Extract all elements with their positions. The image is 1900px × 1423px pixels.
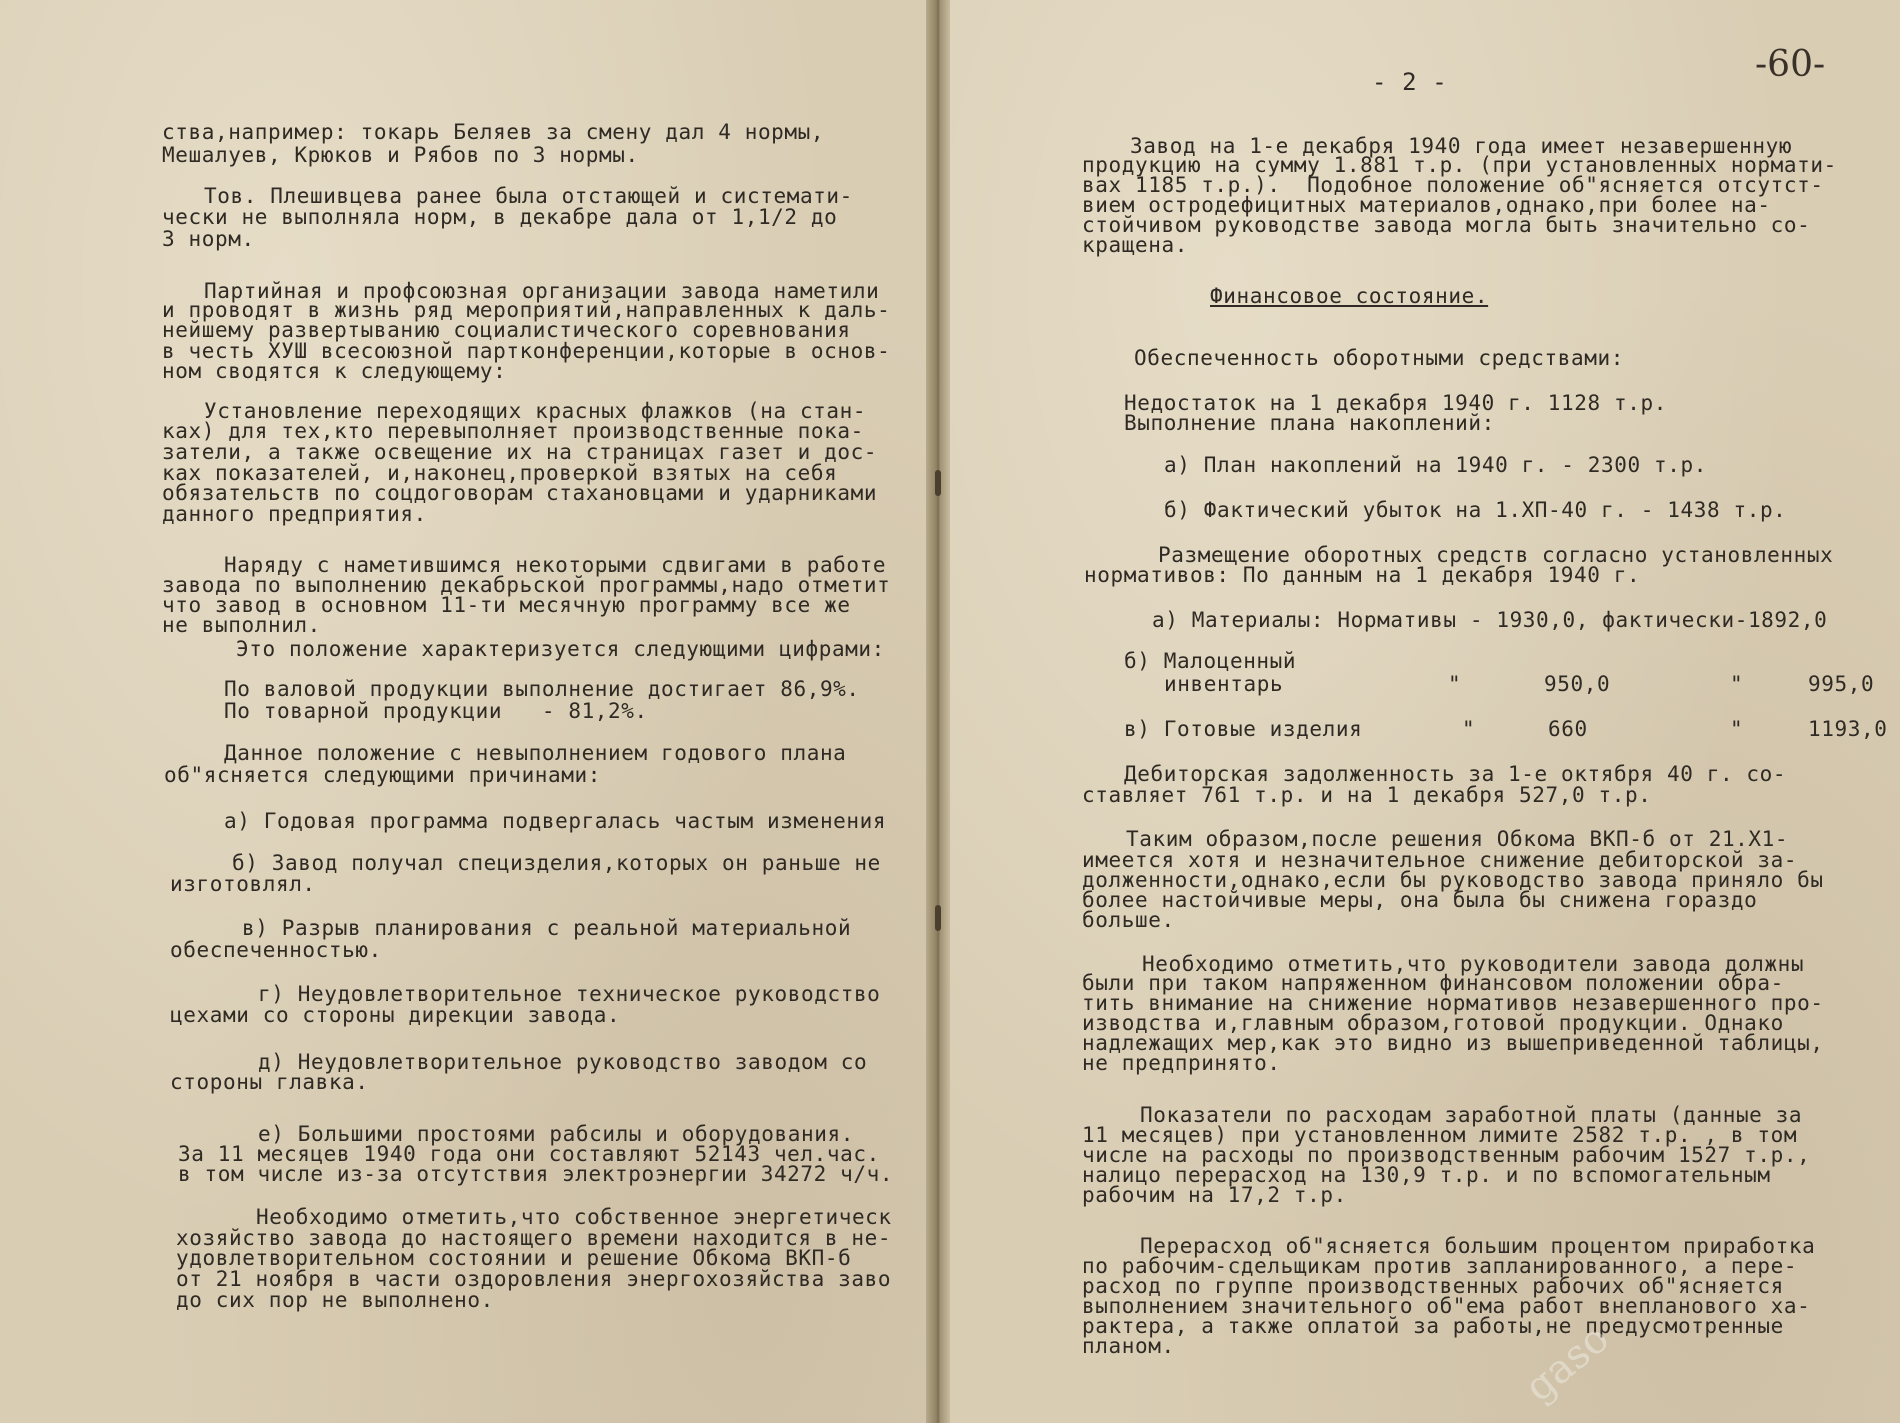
right-text-line: продукцию на сумму 1.881 т.р. (при установленных нормати- — [1082, 153, 1837, 177]
left-text-line: Партийная и профсоюзная организации завода наметили — [204, 279, 880, 303]
left-text-line: б) Завод получал специзделия,которых он раньше не — [232, 851, 881, 875]
left-text-line: е) Большими простоями рабсилы и оборудования. — [258, 1122, 854, 1146]
left-text-line: Мешалуев, Крюков и Рябов по 3 нормы. — [162, 143, 639, 167]
right-text-line: вием остродефицитных материалов,однако,при более на- — [1082, 193, 1771, 217]
left-text-line: Необходимо отметить,что собственное энергетическ — [256, 1205, 892, 1229]
right-text-line: ставляет 761 т.р. и на 1 декабря 527,0 т.р. — [1082, 783, 1652, 807]
right-text-line: налицо перерасход на 130,9 т.р. и по вспомогательным — [1082, 1163, 1771, 1187]
right-text-line: Показатели по расходам заработной платы (данные за — [1140, 1103, 1803, 1127]
left-text-line: до сих пор не выполнено. — [176, 1288, 494, 1312]
right-text-line: " — [1462, 717, 1476, 741]
book-gutter — [926, 0, 950, 1423]
right-text-line: были при таком напряженном финансовом положении обра- — [1082, 971, 1784, 995]
right-text-line: в) Готовые изделия — [1124, 717, 1363, 741]
left-text-line: обязательств по соцдоговорам стахановцами и ударниками — [162, 481, 878, 505]
right-text-line: рабочим на 17,2 т.р. — [1082, 1183, 1347, 1207]
left-text-line: Установление переходящих красных флажков (на стан- — [204, 399, 867, 423]
right-text-line: расход по группе производственных рабочих об"ясняется — [1082, 1274, 1784, 1298]
right-text-line: " — [1730, 672, 1744, 696]
right-text-line: не предпринято. — [1082, 1051, 1281, 1075]
right-text-line: рактера, а также оплатой за работы,не предусмотренные — [1082, 1314, 1784, 1338]
right-text-line: а) План накоплений на 1940 г. - 2300 т.р. — [1164, 453, 1707, 477]
left-text-line: хозяйство завода до настоящего времени находится в не- — [176, 1226, 892, 1250]
right-text-line: имеется хотя и незначительное снижение дебиторской за- — [1082, 848, 1798, 872]
right-text-line: планом. — [1082, 1334, 1175, 1358]
left-text-line: стороны главка. — [170, 1070, 369, 1094]
left-text-line: об"ясняется следующими причинами: — [164, 763, 602, 787]
left-text-line: и проводят в жизнь ряд мероприятий,направленных к даль- — [162, 298, 891, 322]
binding-stitch — [935, 905, 941, 931]
left-text-line: цехами со стороны дирекции завода. — [170, 1003, 621, 1027]
left-text-line: Данное положение с невыполнением годового плана — [224, 741, 847, 765]
right-text-line: числе на расходы по производственным рабочим 1527 т.р., — [1082, 1143, 1811, 1167]
right-text-line: Завод на 1-е декабря 1940 года имеет незавершенную — [1130, 134, 1793, 158]
left-text-line: завода по выполнению декабрьской программы,надо отметит — [162, 573, 891, 597]
left-text-line: в) Разрыв планирования с реальной материальной — [242, 916, 852, 940]
right-text-line: Таким образом,после решения Обкома ВКП-б от 21.Х1- — [1126, 827, 1789, 851]
right-text-line: изводства и,главным образом,готовой продукции. Однако — [1082, 1011, 1784, 1035]
section-heading: Финансовое состояние. — [1210, 284, 1489, 308]
page-number: - 2 - — [1372, 68, 1448, 96]
left-text-line: чески не выполняла норм, в декабре дала от 1,1/2 до — [162, 205, 838, 229]
left-text-line: ства,например: токарь Беляев за смену дал 4 нормы, — [162, 120, 825, 144]
right-text-line: 995,0 — [1808, 672, 1875, 696]
right-text-line: инвентарь — [1164, 672, 1284, 696]
right-text-line: нормативов: По данным на 1 декабря 1940 г. — [1084, 563, 1641, 587]
right-text-line: Недостаток на 1 декабря 1940 г. 1128 т.р. — [1124, 391, 1667, 415]
right-text-line: Выполнение плана накоплений: — [1124, 411, 1495, 435]
left-text-line: нейшему развертыванию социалистического соревнования — [162, 318, 851, 342]
left-text-line: затели, а также освещение их на страницах газет и дос- — [162, 440, 878, 464]
left-text-line: Тов. Плешивцева ранее была отстающей и системати- — [204, 184, 853, 208]
right-text-line: Обеспеченность оборотными средствами: — [1134, 346, 1624, 370]
left-text-line: данного предприятия. — [162, 502, 427, 526]
left-text-line: в том числе из-за отсутствия электроэнергии 34272 ч/ч. — [178, 1162, 894, 1186]
watermark: gaso — [1516, 1315, 1618, 1411]
right-text-line: по рабочим-сдельщикам против запланированного, а пере- — [1082, 1254, 1798, 1278]
right-text-line: долженности,однако,если бы руководство завода приняло бы — [1082, 868, 1824, 892]
right-text-line: тить внимание на снижение нормативов незавершенного про- — [1082, 991, 1824, 1015]
left-text-line: не выполнил. — [162, 613, 321, 637]
left-text-line: 3 норм. — [162, 227, 255, 251]
right-text-line: а) Материалы: Нормативы - 1930,0, фактически-1892,0 — [1152, 608, 1828, 632]
left-text-line: По товарной продукции - 81,2%. — [224, 699, 648, 723]
right-text-line: б) Малоценный — [1124, 649, 1297, 673]
right-text-line: " — [1448, 672, 1462, 696]
left-text-line: обеспеченностью. — [170, 938, 382, 962]
right-text-line: Размещение оборотных средств согласно установленных — [1158, 543, 1834, 567]
right-text-line: стойчивом руководстве завода могла быть значительно со- — [1082, 213, 1811, 237]
left-text-line: удовлетворительном состоянии и решение Обкома ВКП-б — [176, 1246, 852, 1270]
right-text-line: 1193,0 — [1808, 717, 1888, 741]
left-text-line: ках) для тех,кто перевыполняет производственные пока- — [162, 419, 864, 443]
binding-stitch — [935, 470, 941, 496]
archive-folio-number: -60- — [1755, 44, 1826, 85]
right-text-line: выполнением значительного об"ема работ внепланового ха- — [1082, 1294, 1811, 1318]
right-text-line: более настойчивые меры, она была бы снижена гораздо — [1082, 888, 1758, 912]
right-text-line: 11 месяцев) при установленном лимите 2582 т.р. , в том — [1082, 1123, 1798, 1147]
left-text-line: от 21 ноября в части оздоровления энергохозяйства заво — [176, 1267, 892, 1291]
left-text-line: ках показателей, и,наконец,проверкой взятых на себя — [162, 461, 838, 485]
right-text-line: больше. — [1082, 908, 1175, 932]
left-text-line: что завод в основном 11-ти месячную программу все же — [162, 593, 851, 617]
right-text-line: Необходимо отметить,что руководители завода должны — [1142, 952, 1805, 976]
right-text-line: кращена. — [1082, 233, 1188, 257]
right-text-line: б) Фактический убыток на 1.ХП-40 г. - 1438 т.р. — [1164, 498, 1787, 522]
left-text-line: г) Неудовлетворительное техническое руководство — [258, 982, 881, 1006]
left-text-line: ном сводятся к следующему: — [162, 359, 507, 383]
right-text-line: " — [1730, 717, 1744, 741]
left-text-line: Наряду с наметившимся некоторыми сдвигами в работе — [224, 553, 887, 577]
left-text-line: в честь ХУШ всесоюзной партконференции,которые в основ- — [162, 339, 891, 363]
right-text-line: надлежащих мер,как это видно из вышеприведенной таблицы, — [1082, 1031, 1824, 1055]
left-text-line: Это положение характеризуется следующими цифрами: — [236, 637, 885, 661]
right-text-line: вах 1185 т.р.). Подобное положение об"ясняется отсутст- — [1082, 173, 1824, 197]
left-text-line: д) Неудовлетворительное руководство заводом со — [258, 1050, 868, 1074]
right-text-line: Перерасход об"ясняется большим процентом приработка — [1140, 1234, 1816, 1258]
right-text-line: 660 — [1548, 717, 1588, 741]
right-text-line: Дебиторская задолженность за 1-е октября 40 г. со- — [1124, 762, 1787, 786]
right-text-line: 950,0 — [1544, 672, 1611, 696]
left-text-line: а) Годовая программа подвергалась частым изменения — [224, 809, 887, 833]
left-text-line: По валовой продукции выполнение достигает 86,9%. — [224, 677, 860, 701]
left-text-line: изготовлял. — [170, 872, 316, 896]
left-text-line: За 11 месяцев 1940 года они составляют 52143 чел.час. — [178, 1142, 880, 1166]
